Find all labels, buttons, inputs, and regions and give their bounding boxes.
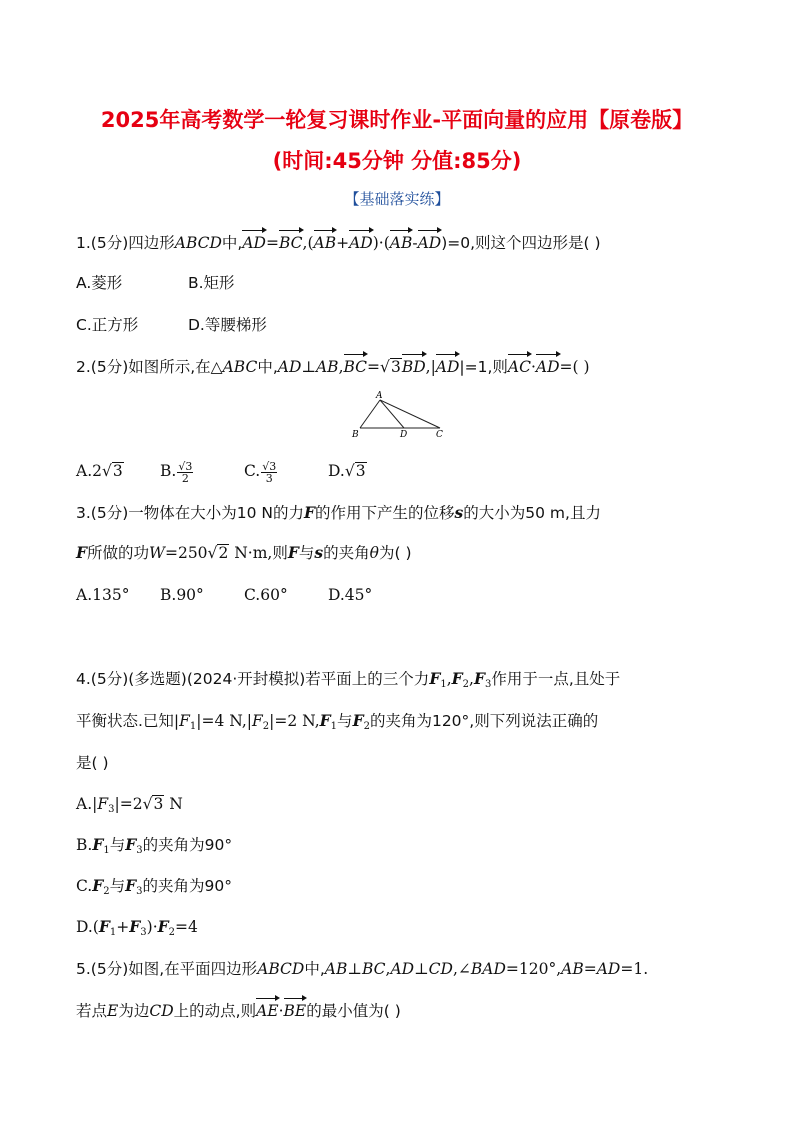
option-d[interactable]: D.45° [328, 586, 373, 604]
option-a[interactable]: A.菱形 [76, 274, 123, 292]
option-c[interactable]: C.60° [244, 586, 288, 604]
question-4-line-2: 平衡状态.已知$|F_1|=4$ $N,|F_2|=2$ $N,F_1$与$F_2$的夹角为120°,则下列说法正确的 [76, 711, 599, 732]
question-5-line-2: 若点E为边CD上的动点,则AE·BE的最小值为( ) [76, 1002, 401, 1020]
vector-ad: AD [435, 358, 460, 376]
document-subtitle: (时间:45分钟 分值:85分) [272, 149, 522, 173]
vector-ab: AB [389, 234, 413, 252]
vector-be: BE [283, 1002, 307, 1020]
option-b[interactable]: B. $\frac{√3}{2}$ [160, 459, 193, 485]
label-d: D [400, 430, 408, 440]
vector-ab: AB [313, 234, 337, 252]
question-3-line-1: 3.(5分)一物体在大小为10 N的力F的作用下产生的位移s的大小为50 m,且力 [76, 503, 601, 522]
label-a: A [376, 391, 383, 401]
vector-ad: AD [242, 234, 266, 252]
vector-ad: AD [417, 234, 442, 252]
option-c[interactable]: $C.F_2$与$F_3$的夹角为90° [76, 876, 233, 897]
option-a[interactable]: A.135° [76, 586, 130, 604]
option-b[interactable]: B.矩形 [188, 274, 235, 292]
vector-ad: AD [535, 358, 560, 376]
option-a[interactable]: $A.|F_3|=2√3$ N [76, 795, 183, 815]
option-d[interactable]: $D.(F_1+F_3)\cdot F_2=4$ [76, 917, 198, 938]
question-3-line-2: F所做的功W=250√2 N·m,则F与s的夹角θ为( ) [76, 543, 412, 562]
vector-ad: AD [349, 234, 373, 252]
option-b[interactable]: $B.F_1$与$F_3$的夹角为90° [76, 835, 233, 856]
label-c: C [436, 430, 443, 440]
question-1: 1.(5分)四边形ABCD中,AD=BC,(AB+AD)·(AB-AD)=0,则这个四边形是( ) [76, 234, 601, 252]
vector-ac: AC [507, 358, 531, 376]
document-title: 2025年高考数学一轮复习课时作业-平面向量的应用【原卷版】 [100, 108, 694, 132]
question-1-options-row1 [76, 272, 235, 294]
option-c[interactable]: C. $\frac{√3}{3}$ [244, 459, 277, 485]
option-a[interactable]: A.2√3 [76, 462, 123, 480]
label-b: B [352, 430, 359, 440]
option-c[interactable]: C.正方形 [76, 316, 139, 334]
option-b[interactable]: B.90° [160, 586, 204, 604]
question-2: 2.(5分)如图所示,在△ABC中,AD⊥AB,BC=√3BD,|AD|=1,则AC·AD=( ) [76, 358, 590, 376]
question-2-options [76, 460, 367, 484]
question-3-options [76, 584, 372, 606]
vector-bc: BC [343, 358, 368, 376]
option-d[interactable]: D.等腰梯形 [188, 316, 267, 334]
question-1-options-row2 [76, 314, 267, 336]
vector-bd: BD [401, 358, 426, 376]
vector-ae: AE [256, 1002, 279, 1020]
sqrt-symbol: √ [380, 358, 390, 376]
section-heading: 【基础落实练】 [344, 190, 450, 208]
triangle-figure [340, 390, 460, 445]
question-4-line-1: 4.(5分)(多选题)(2024·开封模拟)若平面上的三个力$F_1,F_2,F_3$作用于一点,且处于 [76, 669, 621, 690]
question-5-line-1: 5.(5分)如图,在平面四边形ABCD中,AB⊥BC,AD⊥CD,∠BAD=120°,AB=AD=1. [76, 960, 649, 978]
vector-bc: BC [278, 234, 303, 252]
question-4-line-3: 是( ) [76, 754, 109, 772]
option-d[interactable]: D.√3 [328, 462, 366, 480]
